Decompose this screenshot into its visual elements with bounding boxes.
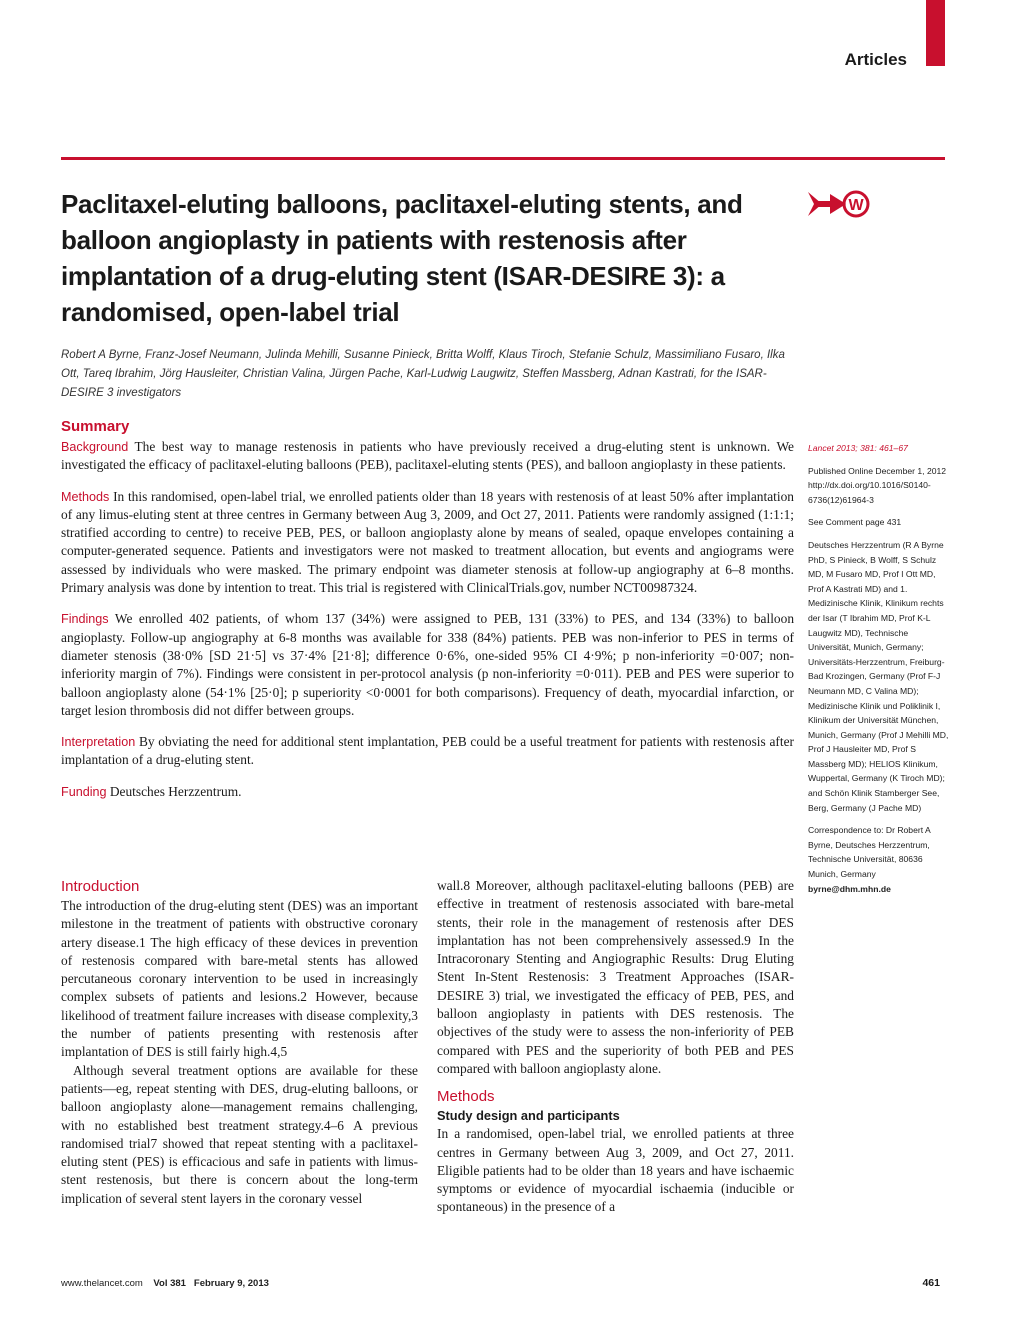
intro-paragraph-1: The introduction of the drug-eluting stent (DES) was an important milestone in the treatment of patients with obstructive coronary artery disease.1 The high efficacy of these devices in prevention of restenosis compared with bare-metal stents has allowed percutaneous coronary intervention to be used in increasingly complex subsets of patients and lesions.2 However, because likelihood of treatment failure increases with disease complexity,3 the number of patients presenting with restenosis after implantation of DES is still fairly high.4,5 <box>61 898 418 1060</box>
findings-label: Findings <box>61 612 109 627</box>
body-column-left <box>61 877 418 1208</box>
published-online[interactable]: Published Online December 1, 2012 http://dx.doi.org/10.1016/S0140-6736(12)61964-3 <box>808 465 947 505</box>
methods-text: In this randomised, open-label trial, we enrolled patients older than 18 years with restenosis of at least 50% after implantation of any limus-eluting stent at three centres in Germany between Aug 3, 2009, and Oct 27, 2011. Patients were randomly assigned (1:1:1; stratified according to centre) to receive PEB, PES, or balloon angioplasty alone by means of sealed, opaque envelopes containing a computer-generated sequence. Patients and investigators were not masked to treatment allocation, but events and angiograms were assessed by individuals who were masked. The primary endpoint was diameter stenosis at follow-up angiography at 6–8 months. Primary analysis was done by intention to treat. This trial is registered with ClinicalTrials.gov, number NCT00987324. <box>61 488 794 596</box>
article-title: Paclitaxel-eluting balloons, paclitaxel-eluting stents, and balloon angioplasty in patients with restenosis after implantation of a drug-eluting stent (ISAR-DESIRE 3): a randomised, open-label trial <box>61 189 743 327</box>
interpretation-text: By obviating the need for additional stent implantation, PEB could be a useful treatment for patients with restenosis after implantation of a drug-eluting stent. <box>61 734 794 768</box>
correspondence: Correspondence to: Dr Robert A Byrne, Deutsches Herzzentrum, Technische Universität, 80636 Munich, Germany <box>808 825 931 880</box>
body-column-right <box>437 877 794 1217</box>
funding-label: Funding <box>61 784 107 799</box>
header-rule <box>61 157 945 160</box>
methods-paragraph-1: In a randomised, open-label trial, we enrolled patients at three centres in Germany between Aug 3, 2009, and Oct 27, 2011. Eligible patients had to be older than 18 years and have ischaemic symptoms or evidence of myocardial ischaemia (inducible or spontaneous) in the presence of a <box>437 1126 794 1215</box>
abstract-funding <box>61 783 794 801</box>
see-comment-link[interactable]: See Comment page 431 <box>808 517 902 528</box>
background-label: Background <box>61 440 129 454</box>
correspondence-email[interactable]: byrne@dhm.mhn.de <box>808 883 891 894</box>
abstract-findings <box>61 610 794 720</box>
section-color-tab <box>926 0 945 66</box>
footer-volume: Vol 381 <box>153 1278 186 1289</box>
intro-paragraph-3: wall.8 Moreover, although paclitaxel-eluting balloons (PEB) are effective in treatment of restenosis associated with bare-metal stents, their role in the management of restenosis after DES implantation has not been comprehensively assessed.9 In the Intracoronary Stenting and Angiographic Results: Drug Eluting Stent In-Stent Restenosis: 3 Treatment Approaches (ISAR-DESIRE 3) trial, we investigated the efficacy of PEB, PES, and balloon angioplasty in patients with DES restenosis. The objectives of the study were to assess the non-inferiority of PEB compared with PES and the superiority of both PEB and PES compared with balloon angioplasty alone. <box>437 878 794 1076</box>
footer-info <box>61 1278 269 1289</box>
funding-text: Deutsches Herzzentrum. <box>109 783 242 799</box>
intro-paragraph-2: Although several treatment options are available for these patients—eg, repeat stenting with DES, drug-eluting balloons, or balloon angioplasty alone—management remains challenging, with no established best treatment strategy.4–6 A previous randomised trial7 showed that repeat stenting with a paclitaxel-eluting stent (PES) is efficacious and safe in patients with limus-stent restenosis, but there is concern about the long-term implication of several stent layers in the coronary vessel <box>61 1062 418 1206</box>
methods-label: Methods <box>61 489 110 504</box>
author-list: Robert A Byrne, Franz-Josef Neumann, Julinda Mehilli, Susanne Pinieck, Britta Wolff, Klaus Tiroch, Stefanie Schulz, Massimiliano Fusaro, Ilka Ott, Tareq Ibrahim, Jörg Hausleiter, Christian Valina, Jürgen Pache, Karl-Ludwig Laugwitz, Steffen Massberg, Adnan Kastrati, for the ISAR-DESIRE 3 investigators <box>61 349 785 399</box>
journal-citation: Lancet 2013; 381: 461–67 <box>808 443 908 453</box>
page-number: 461 <box>922 1277 940 1289</box>
affiliations: Deutsches Herzzentrum (R A Byrne PhD, S Pinieck, B Wolff, S Schulz MD, M Fusaro MD, Prof I Ott MD, Prof A Kastrati MD) and 1. Medizinische Klinik, Klinikum rechts der Isar (T Ibrahim MD, Prof K-L Laugwitz MD), Technische Universität, Munich, Germany; Universitäts-Herzzentrum, Freiburg-Bad Krozingen, Germany (Prof F-J Neumann MD, C Valina MD); Medizinische Klinik und Poliklinik I, Klinikum der Universität München, Munich, Germany (Prof J Mehilli MD, Prof J Hausleiter MD, Prof S Massberg MD); HELIOS Klinikum, Wuppertal, Germany (K Tiroch MD); and Schön Klinik Stamberger See, Berg, Germany (J Pache MD) <box>808 539 949 813</box>
interpretation-label: Interpretation <box>61 735 136 750</box>
sidebar <box>808 441 953 896</box>
section-label: Articles <box>844 50 907 69</box>
footer-date: February 9, 2013 <box>193 1278 269 1289</box>
study-design-heading: Study design and participants <box>437 1108 620 1124</box>
svg-text:W: W <box>848 197 864 214</box>
findings-text: We enrolled 402 patients, of whom 137 (34%) were assigned to PEB, 131 (33%) to PES, and 134 (33%) to balloon angioplasty. Follow-up angiography at 6-8 months was available for 338 (84%) patients. PEB was non-inferior to PES in terms of diameter stenosis (38·0% [SD 21·5] vs 37·4% [21·8]; difference 0·6%, one-sided 95% CI 4·9%; p non-inferiority =0·007; non-inferiority margin of 7%). Findings were consistent in per-protocol analysis (p non-inferiority =0·011). PEB and PES were superior to balloon angioplasty alone (54·1% [25·0]; p superiority <0·0001 for both comparisons). Frequency of death, myocardial infarction, or target lesion thrombosis did not differ between groups. <box>61 611 795 718</box>
methods-heading: Methods <box>437 1088 495 1106</box>
abstract <box>61 438 794 814</box>
footer-website[interactable]: www.thelancet.com <box>61 1278 143 1289</box>
abstract-methods <box>61 488 794 598</box>
summary-heading: Summary <box>61 418 130 435</box>
abstract-background <box>61 438 794 475</box>
background-text: The best way to manage restenosis in patients who have previously received a drug-eluting stent is unknown. We investigated the efficacy of paclitaxel-eluting balloons (PEB), paclitaxel-eluting stents (PES), and balloon angioplasty in these patients. <box>61 439 794 473</box>
introduction-heading: Introduction <box>61 878 140 895</box>
abstract-interpretation <box>61 733 794 770</box>
lancet-online-first-icon <box>806 186 870 222</box>
